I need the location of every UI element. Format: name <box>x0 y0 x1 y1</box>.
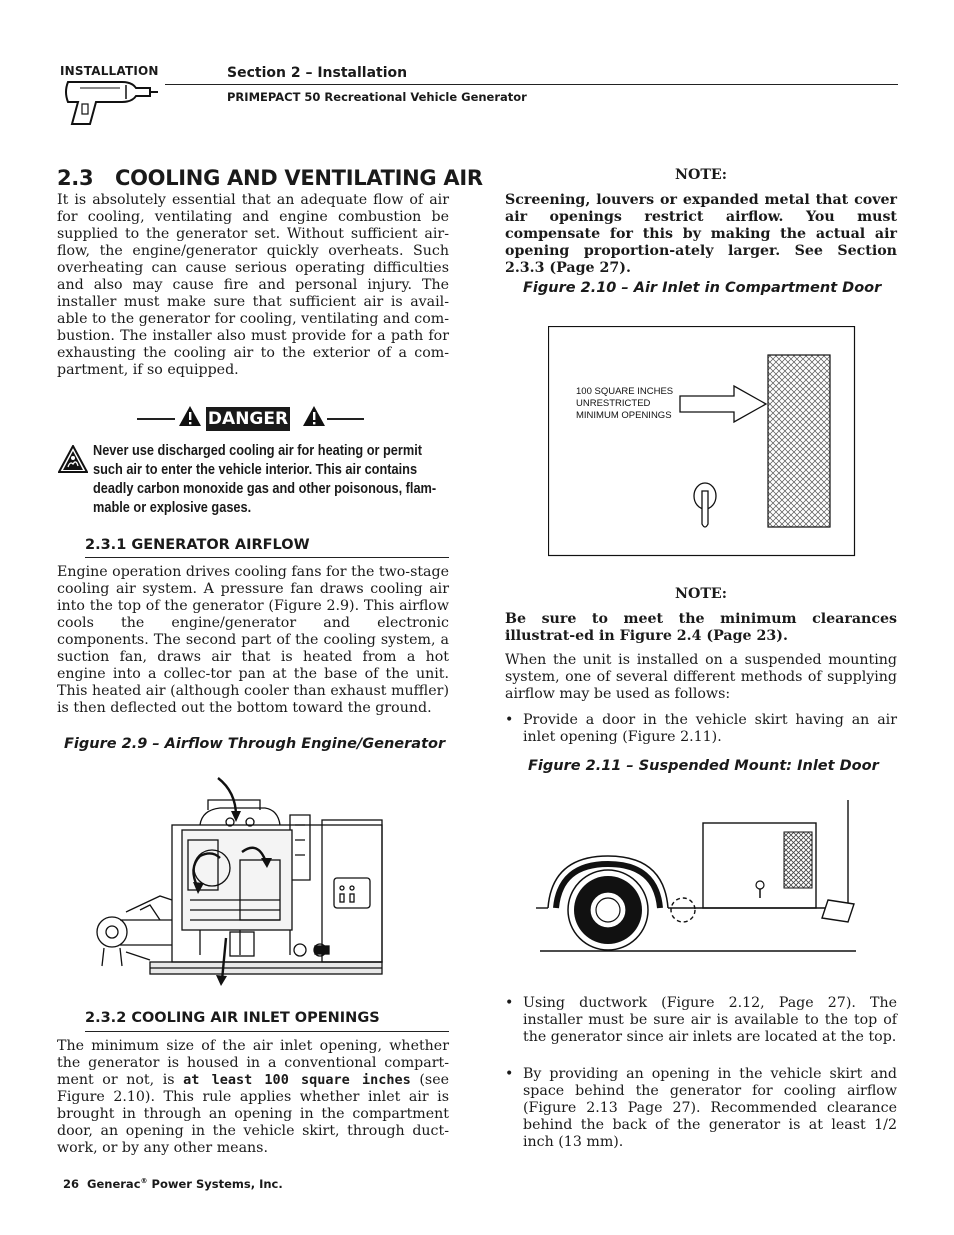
section-title <box>57 166 483 190</box>
note-clearances-text: Be sure to meet the minimum clearances illustrat-ed in Figure 2.4 (Page 23). <box>505 611 897 644</box>
danger-rule-right <box>327 418 364 420</box>
subsection-title-inlet-openings: 2.3.2 COOLING AIR INLET OPENINGS <box>85 1010 380 1026</box>
bullet: • <box>505 1066 514 1082</box>
subsection-rule <box>85 1031 449 1032</box>
warning-triangle-icon <box>302 405 326 427</box>
section-number: 2.3 <box>57 166 94 190</box>
header-section-title: Section 2 – Installation <box>227 65 408 81</box>
drill-icon <box>60 76 160 128</box>
list-item: • By providing an opening in the vehicle skirt and space behind the generator for cooling airflow (Figure 2.13 Page 27). Recommended clearance behind the back of the generator is at least 1/2 inch (13 mm). <box>505 1066 897 1150</box>
figure-2-9-generator-airflow-diagram <box>90 770 390 1000</box>
vehicle-tire <box>568 870 648 950</box>
header-rule <box>165 84 898 85</box>
figure-2-10-compartment-door-diagram <box>548 326 856 558</box>
section-title-text: COOLING AND VENTILATING AIR <box>115 166 483 190</box>
inlet-openings-paragraph: The minimum size of the air inlet opening, whether the generator is housed in a conventional compart-ment or not, is at least 100 square inches (see Figure 2.10). This rule applies whether inlet air is brought in through an opening in the compartment door, an opening in the vehicle skirt, through duct-work, or by any other means. <box>57 1038 449 1156</box>
bullet: • <box>505 995 514 1011</box>
note-title: NOTE: <box>675 167 727 183</box>
minimum-opening-emphasis: at least 100 square inches <box>183 1072 411 1088</box>
list-item: • Provide a door in the vehicle skirt having an air inlet opening (Figure 2.11). <box>505 712 897 745</box>
door-latch-icon <box>756 881 764 898</box>
fig-2-10-label-line-1: 100 SQUARE INCHES <box>576 386 674 397</box>
danger-badge: DANGER <box>207 409 289 429</box>
footer-company: Generac <box>87 1177 141 1191</box>
figure-2-10-caption: Figure 2.10 – Air Inlet in Compartment Door <box>523 280 882 296</box>
fig-2-10-label-line-2: UNRESTRICTED <box>576 398 651 409</box>
page-number: 26 <box>63 1177 80 1191</box>
airflow-paragraph: Engine operation drives cooling fans for the two-stage cooling air system. A pressure fan draws cooling air into the top of the generator (Figure 2.9). This airflow cools the engine/generator and electronic components. The second part of the cooling system, a suction fan, draws air that is heated from a hot engine into a collec-tor pan at the base of the unit. This heated air (although cooler than exhaust muffler) is then deflected out the bottom toward the ground. <box>57 564 449 716</box>
list-item: • Using ductwork (Figure 2.12, Page 27). The installer must be sure air is available to the top of the generator since air inlets are located at the top. <box>505 995 897 1045</box>
figure-2-11-caption: Figure 2.11 – Suspended Mount: Inlet Door <box>528 758 879 774</box>
suspended-mount-paragraph: When the unit is installed on a suspended mounting system, one of several different methods of supplying airflow may be used as follows: <box>505 652 897 702</box>
registered-mark: ® <box>140 1177 148 1186</box>
bullet: • <box>505 712 514 728</box>
subsection-title-airflow: 2.3.1 GENERATOR AIRFLOW <box>85 537 310 553</box>
danger-warning-text: Never use discharged cooling air for heating or permit such air to enter the vehicle interior. This air contains deadly carbon monoxide gas and other poisonous, flam-mable or explosive gases. <box>93 443 437 516</box>
figure-2-9-caption: Figure 2.9 – Airflow Through Engine/Generator <box>64 736 446 752</box>
note-title: NOTE: <box>675 586 727 602</box>
page-footer <box>63 1177 283 1191</box>
toxic-fumes-hazard-icon <box>58 445 88 473</box>
header-product-name: PRIMEPACT 50 Recreational Vehicle Generator <box>227 90 527 104</box>
fig-2-10-label-line-3: MINIMUM OPENINGS <box>576 410 672 421</box>
subsection-rule <box>85 557 449 558</box>
figure-2-11-suspended-mount-diagram <box>536 800 860 960</box>
intro-paragraph: It is absolutely essential that an adequate flow of air for cooling, ventilating and engine combustion be supplied to the generator set. Without sufficient air-flow, the engine/generator quickly overheats. Such overheating can cause serious operating difficulties and also may cause fire and personal injury. The installer must make sure that sufficient air is avail-able to the generator for cooling, ventilating and com-bustion. The installer also must provide for a path for exhausting the cooling air to the exterior of a com-partment, if so equipped. <box>57 192 449 378</box>
danger-rule-left <box>137 418 175 420</box>
note-screening-text: Screening, louvers or expanded metal that cover air openings restrict airflow. You must compensate for this by making the actual air opening proportion-ately larger. See Section 2.3.3 (Page 27). <box>505 192 897 276</box>
installation-icon-label: INSTALLATION <box>60 64 159 78</box>
warning-triangle-icon <box>178 405 202 427</box>
footer-company-suffix: Power Systems, Inc. <box>151 1177 283 1191</box>
